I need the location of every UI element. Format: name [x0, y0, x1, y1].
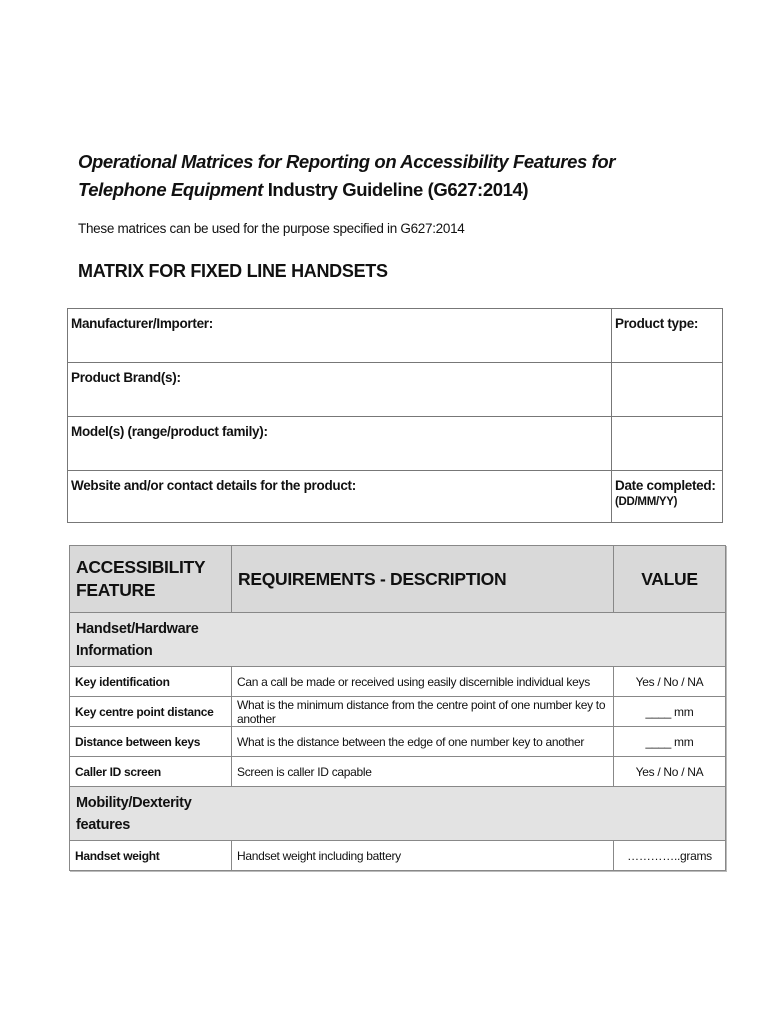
feature-cell: Caller ID screen	[70, 757, 232, 787]
table-row	[70, 667, 726, 697]
section-row-handset-hardware	[70, 613, 726, 667]
info-row	[68, 471, 723, 523]
description-cell: Can a call be made or received using easily discernible individual keys	[232, 667, 614, 697]
document-title-italic: Operational Matrices for Reporting on Accessibility Features for Telephone Equipment	[78, 151, 616, 200]
value-cell: ____ mm	[614, 697, 726, 727]
description-cell: Screen is caller ID capable	[232, 757, 614, 787]
section-row-mobility-dexterity	[70, 787, 726, 841]
accessibility-matrix-table	[69, 545, 726, 871]
table-row	[70, 697, 726, 727]
value-cell: …………..grams	[614, 841, 726, 871]
table-header-row	[70, 546, 726, 613]
date-format-note: (DD/MM/YY)	[615, 496, 678, 508]
matrix-heading: MATRIX FOR FIXED LINE HANDSETS	[78, 261, 388, 281]
info-row	[68, 417, 723, 471]
value-cell: Yes / No / NA	[614, 757, 726, 787]
feature-cell: Distance between keys	[70, 727, 232, 757]
info-row	[68, 309, 723, 363]
section-title-text: Handset/Hardware Information	[76, 621, 199, 659]
document-subtitle: These matrices can be used for the purpose specified in G627:2014	[78, 221, 465, 236]
document-title	[78, 148, 698, 204]
header-accessibility-feature: ACCESSIBILITY FEATURE	[70, 546, 232, 613]
info-label-product-type	[612, 309, 723, 363]
feature-cell: Key centre point distance	[70, 697, 232, 727]
info-label-date-completed	[612, 471, 723, 523]
section-title-text: Mobility/Dexterity features	[76, 795, 192, 833]
header-value: VALUE	[614, 546, 726, 613]
product-info-table	[67, 308, 723, 523]
info-row	[68, 363, 723, 417]
table-row	[70, 757, 726, 787]
header-requirements-description: REQUIREMENTS - DESCRIPTION	[232, 546, 614, 613]
info-right-label: Product type:	[615, 316, 699, 331]
section-title	[70, 787, 726, 841]
feature-cell: Handset weight	[70, 841, 232, 871]
description-cell: Handset weight including battery	[232, 841, 614, 871]
info-right-empty	[612, 363, 723, 417]
document-title-regular: Industry Guideline (G627:2014)	[262, 179, 529, 200]
table-row	[70, 841, 726, 871]
value-cell: ____ mm	[614, 727, 726, 757]
info-label-brand: Product Brand(s):	[68, 363, 612, 417]
info-right-label: Date completed:	[615, 478, 716, 493]
feature-cell: Key identification	[70, 667, 232, 697]
info-right-empty	[612, 417, 723, 471]
description-cell: What is the distance between the edge of one number key to another	[232, 727, 614, 757]
table-row	[70, 727, 726, 757]
description-cell: What is the minimum distance from the centre point of one number key to another	[232, 697, 614, 727]
value-cell: Yes / No / NA	[614, 667, 726, 697]
info-label-website: Website and/or contact details for the product:	[68, 471, 612, 523]
info-label-model: Model(s) (range/product family):	[68, 417, 612, 471]
info-label-manufacturer: Manufacturer/Importer:	[68, 309, 612, 363]
section-title	[70, 613, 726, 667]
